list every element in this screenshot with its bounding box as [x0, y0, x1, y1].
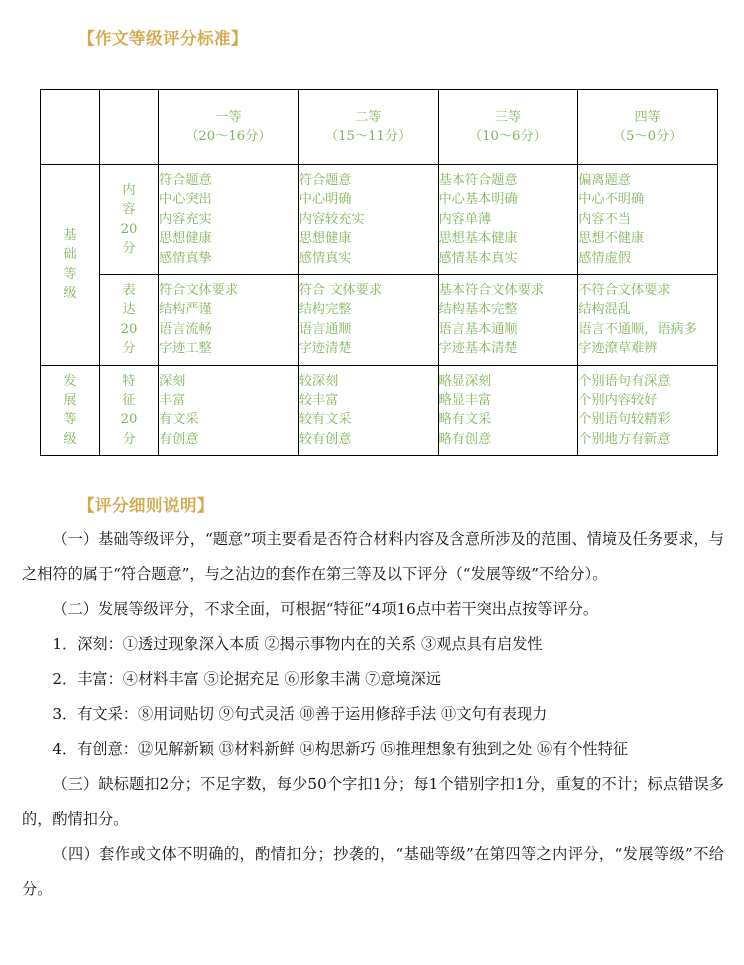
- criteria-item: 感情基本真实: [438, 250, 518, 266]
- table-header-row: [41, 90, 718, 165]
- criteria-item: 中心明确: [298, 192, 352, 208]
- category-development-level: [41, 365, 100, 456]
- grade-name: 四等: [634, 109, 661, 125]
- criteria-item: 偏离题意: [578, 173, 631, 188]
- category-char: 级: [63, 431, 77, 447]
- category-char: 发: [63, 373, 77, 389]
- category-label-stack: [41, 372, 99, 450]
- grade-header-3: [438, 90, 578, 165]
- criteria-item: 符合文体要求: [159, 283, 239, 299]
- grade-header-1: [159, 90, 299, 165]
- criteria-item: 语言通顺: [298, 321, 352, 337]
- category-char: 基: [63, 228, 77, 244]
- essay-grading-table: [40, 89, 718, 456]
- feature-item-3: 3．有文采：⑧用词贴切 ⑨句式灵活 ⑩善于运用修辞手法 ⑪文句有表现力: [52, 705, 548, 723]
- category-char: 级: [63, 286, 77, 302]
- detail-paragraph-2: （二）发展等级评分，不求全面，可根据“特征”4项16点中若干突出点按等评分。: [52, 600, 599, 618]
- section-title-scoring-details: 【评分细则说明】: [78, 496, 214, 515]
- subject-char: 分: [122, 341, 136, 357]
- criteria-cell: [298, 165, 438, 275]
- criteria-item: 符合题意: [298, 173, 352, 188]
- criteria-item: 结构完整: [298, 302, 352, 318]
- criteria-item: 个别语句有深意: [578, 373, 671, 389]
- criteria-item: 思想基本健康: [438, 231, 518, 247]
- grading-table-container: [40, 89, 718, 456]
- criteria-list: [159, 281, 298, 359]
- grade-name: 一等: [215, 109, 242, 125]
- criteria-item: 思想健康: [159, 231, 212, 247]
- subject-char: 20: [120, 221, 138, 237]
- criteria-item: 较有创意: [298, 431, 352, 447]
- criteria-item: 略显深刻: [438, 373, 492, 389]
- subject-char: 分: [122, 431, 136, 447]
- criteria-list: [299, 281, 438, 359]
- criteria-item: 语言不通顺，语病多: [578, 321, 697, 337]
- criteria-item: 较深刻: [298, 373, 339, 389]
- criteria-item: 个别地方有新意: [578, 431, 671, 447]
- subject-char: 20: [120, 321, 138, 337]
- criteria-item: 略显丰富: [438, 393, 492, 409]
- criteria-item: 基本符合题意: [438, 173, 518, 188]
- criteria-item: 内容较充实: [298, 211, 365, 227]
- criteria-item: 字迹基本清楚: [438, 341, 518, 357]
- category-char: 础: [63, 247, 77, 263]
- subject-char: 容: [122, 202, 136, 218]
- criteria-cell: [438, 365, 578, 456]
- criteria-item: 有文采: [159, 412, 199, 428]
- criteria-item: 感情真挚: [159, 250, 212, 266]
- criteria-item: 结构严谨: [159, 302, 212, 318]
- subject-char: 内: [122, 182, 136, 198]
- criteria-item: 符合题意: [159, 173, 212, 188]
- criteria-item: 感情真实: [298, 250, 352, 266]
- subject-label-stack: [100, 181, 158, 259]
- criteria-item: 较丰富: [298, 393, 339, 409]
- subject-char: 20: [120, 412, 138, 428]
- criteria-list: [439, 372, 578, 450]
- subject-char: 达: [122, 302, 136, 318]
- criteria-item: 结构基本完整: [438, 302, 518, 318]
- criteria-item: 基本符合文体要求: [438, 283, 544, 299]
- criteria-cell: [298, 365, 438, 456]
- criteria-item: 符合 文体要求: [298, 283, 383, 299]
- category-char: 展: [63, 393, 77, 409]
- detail-paragraph-3: （三）缺标题扣2分；不足字数，每少50个字扣1分；每1个错别字扣1分，重复的不计；标点错误多的，酌情扣分。: [22, 775, 724, 828]
- criteria-item: 思想健康: [298, 231, 352, 247]
- criteria-item: 内容单薄: [438, 211, 492, 227]
- criteria-item: 字迹清楚: [298, 341, 352, 357]
- subject-expression: [100, 275, 159, 366]
- criteria-item: 内容充实: [159, 211, 212, 227]
- criteria-list: [159, 372, 298, 450]
- criteria-item: 丰富: [159, 393, 186, 409]
- table-row: [41, 165, 718, 275]
- criteria-item: 个别语句较精彩: [578, 412, 671, 428]
- criteria-list: [299, 171, 438, 268]
- criteria-cell: [159, 275, 299, 366]
- page-title-essay-rubric: 【作文等级评分标准】: [78, 29, 248, 48]
- detail-paragraph-1: （一）基础等级评分，“题意”项主要看是否符合材料内容及含意所涉及的范围、情境及任务要求，与之相符的属于“符合题意”，与之沾边的套作在第三等及以下评分（“发展等级”不给分）。: [22, 530, 724, 583]
- criteria-item: 内容不当: [578, 211, 631, 227]
- feature-item-4: 4．有创意：⑫见解新颖 ⑬材料新鲜 ⑭构思新巧 ⑮推理想象有独到之处 ⑯有个性特征: [52, 740, 629, 758]
- criteria-cell: [438, 275, 578, 366]
- criteria-list: [299, 372, 438, 450]
- criteria-item: 思想不健康: [578, 231, 645, 247]
- feature-item-1: 1．深刻：①透过现象深入本质 ②揭示事物内在的关系 ③观点具有启发性: [52, 635, 543, 653]
- criteria-item: 字迹工整: [159, 341, 212, 357]
- grade-header-4: [578, 90, 718, 165]
- table-corner-cell-2: [100, 90, 159, 165]
- criteria-item: 略有创意: [438, 431, 492, 447]
- criteria-cell: [298, 275, 438, 366]
- grade-name: 三等: [494, 109, 522, 125]
- criteria-item: 中心突出: [159, 192, 212, 208]
- table-row: [41, 275, 718, 366]
- criteria-list: [578, 281, 717, 359]
- criteria-item: 较有文采: [298, 412, 352, 428]
- criteria-list: [578, 171, 717, 268]
- criteria-item: 略有文采: [438, 412, 492, 428]
- table-corner-cell: [41, 90, 100, 165]
- criteria-cell: [578, 365, 718, 456]
- category-char: 等: [63, 266, 77, 282]
- subject-char: 分: [122, 240, 136, 256]
- subject-content: [100, 165, 159, 275]
- table-row: [41, 365, 718, 456]
- criteria-list: [578, 372, 717, 450]
- criteria-list: [439, 281, 578, 359]
- grade-header-2: [298, 90, 438, 165]
- criteria-item: 中心不明确: [578, 192, 645, 208]
- criteria-item: 字迹潦草难辨: [578, 341, 658, 357]
- grade-name: 二等: [354, 109, 382, 125]
- criteria-list: [439, 171, 578, 268]
- criteria-item: 个别内容较好: [578, 393, 658, 409]
- criteria-cell: [578, 275, 718, 366]
- category-basic-level: [41, 165, 100, 366]
- criteria-item: 结构混乱: [578, 302, 631, 318]
- category-label-stack: [41, 226, 99, 304]
- subject-char: 表: [122, 283, 136, 299]
- grade-range: （5～0分）: [612, 129, 683, 144]
- criteria-cell: [159, 165, 299, 275]
- grade-range: （15～11分）: [324, 129, 412, 144]
- criteria-list: [159, 171, 298, 268]
- criteria-cell: [438, 165, 578, 275]
- criteria-item: 语言流畅: [159, 321, 212, 337]
- criteria-item: 深刻: [159, 373, 186, 389]
- subject-features: [100, 365, 159, 456]
- subject-label-stack: [100, 281, 158, 359]
- detail-paragraph-4: （四）套作或文体不明确的，酌情扣分；抄袭的，“基础等级”在第四等之内评分，“发展等级”不给分。: [22, 845, 724, 898]
- grade-range: （10～6分）: [468, 129, 547, 144]
- criteria-item: 不符合文体要求: [578, 283, 671, 299]
- criteria-item: 感情虚假: [578, 250, 631, 266]
- criteria-item: 中心基本明确: [438, 192, 518, 208]
- subject-label-stack: [100, 372, 158, 450]
- criteria-item: 语言基本通顺: [438, 321, 518, 337]
- category-char: 等: [63, 412, 77, 428]
- criteria-cell: [578, 165, 718, 275]
- criteria-item: 有创意: [159, 431, 199, 447]
- criteria-cell: [159, 365, 299, 456]
- feature-item-2: 2．丰富：④材料丰富 ⑤论据充足 ⑥形象丰满 ⑦意境深远: [52, 670, 442, 688]
- subject-char: 征: [122, 393, 136, 409]
- subject-char: 特: [122, 373, 136, 389]
- scoring-details-body: [22, 522, 724, 907]
- grade-range: （20～16分）: [185, 129, 272, 144]
